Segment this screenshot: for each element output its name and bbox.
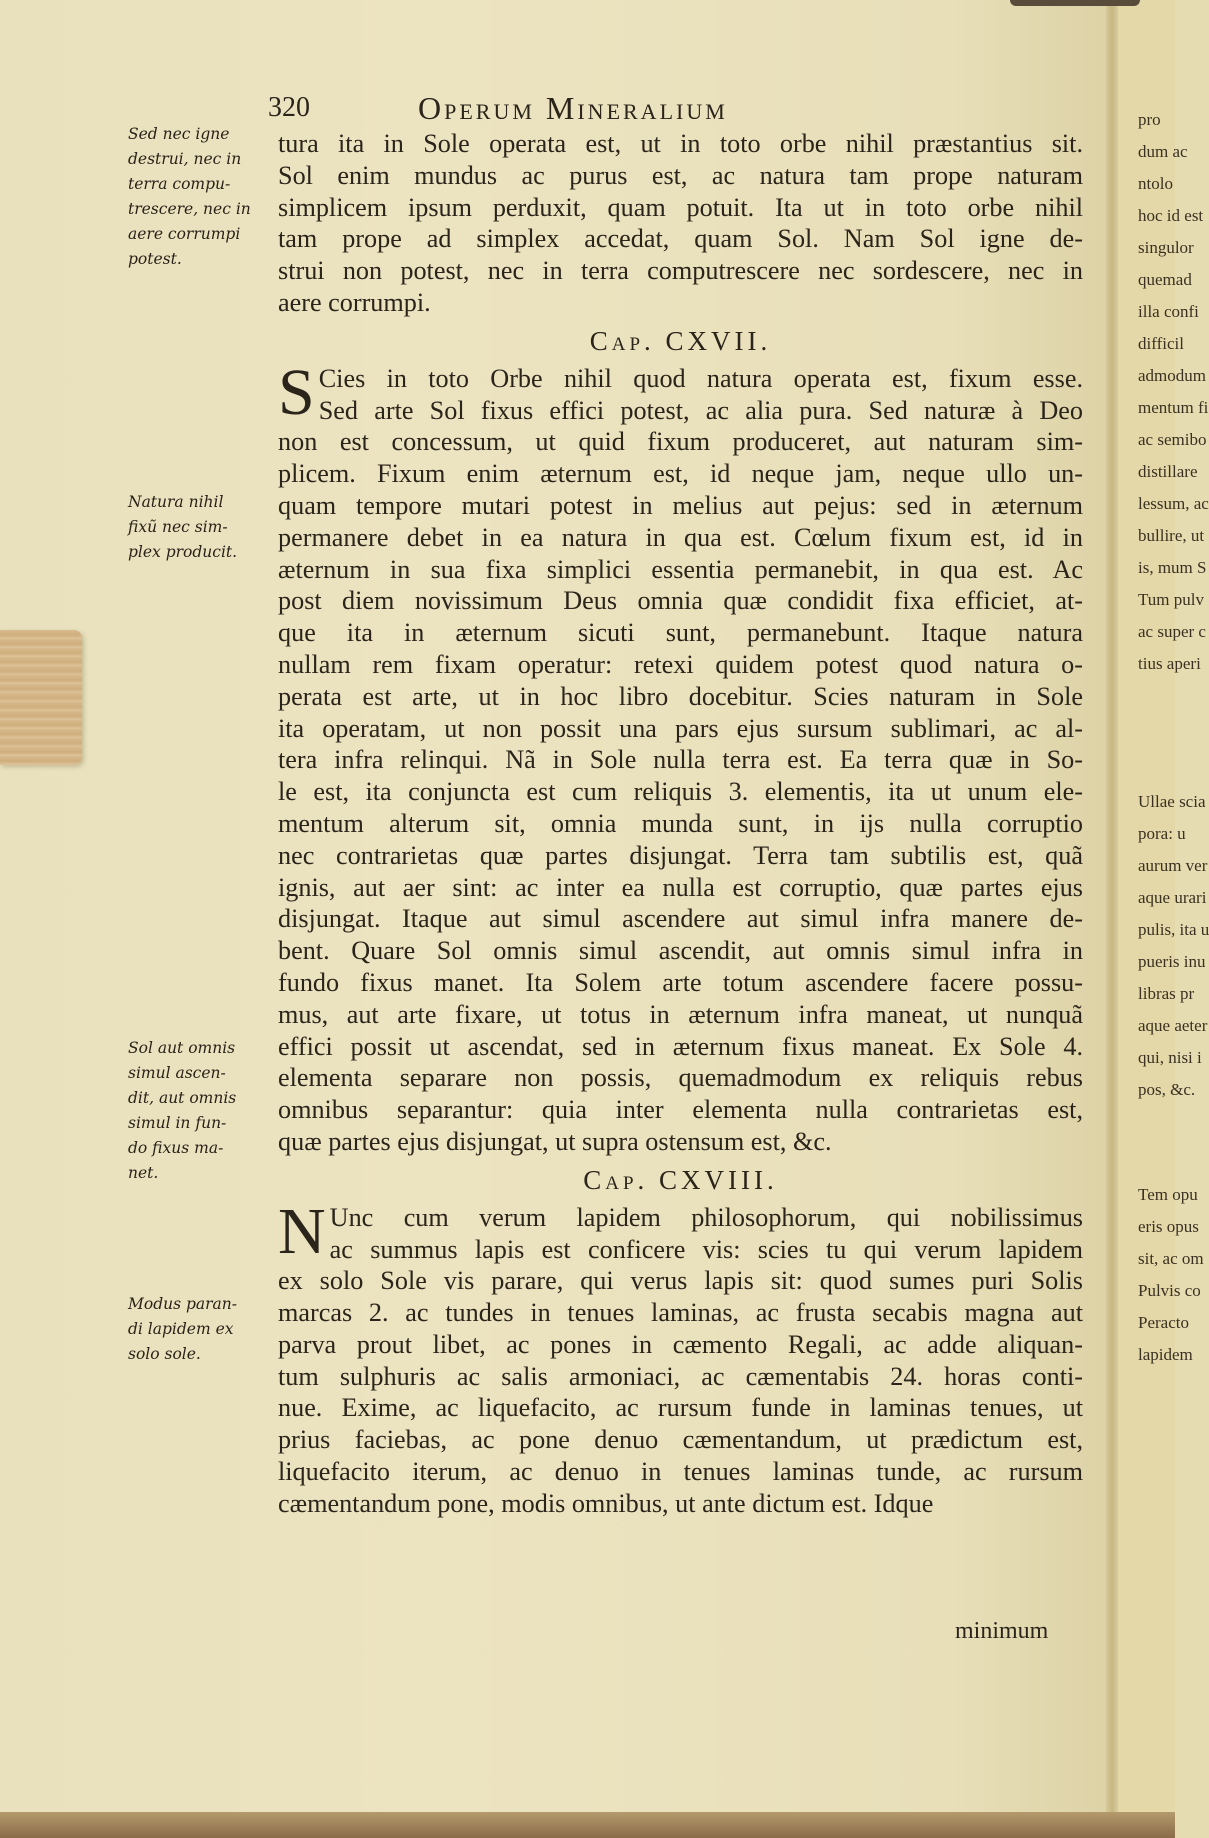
text-line: que ita in æternum sicuti sunt, permanebunt. Itaque natura	[278, 618, 1083, 648]
margin-note-line: Modus paran-	[128, 1295, 238, 1313]
margin-note-line: aere corrumpi	[128, 225, 241, 243]
cover-edge	[1010, 0, 1140, 6]
text-line: effici possit ut ascendat, sed in æternum fixus maneat. Ex Sole 4.	[278, 1031, 1083, 1061]
margin-note-line: solo sole.	[128, 1345, 201, 1363]
text-line: tera infra relinqui. Nã in Sole nulla terra est. Ea terra quæ in So-	[278, 745, 1083, 775]
facing-page-text: aque aeter	[1138, 1016, 1208, 1035]
text-line: plicem. Fixum enim æternum est, id neque jam, neque ullo un-	[278, 459, 1083, 489]
facing-page-text: illa confi	[1138, 302, 1199, 321]
facing-page-text: aque urari	[1138, 888, 1207, 907]
text-line: parva prout libet, ac pones in cæmento Regali, ac adde aliquan-	[278, 1329, 1083, 1359]
margin-note-4	[128, 1292, 278, 1367]
facing-page-text: eris opus	[1138, 1217, 1199, 1236]
facing-page-text: tius aperi	[1138, 654, 1201, 673]
text-line: Sed arte Sol fixus effici potest, ac alia pura. Sed naturæ à Deo	[318, 395, 1083, 425]
facing-page-text: quemad	[1138, 270, 1192, 289]
margin-note-line: plex producit.	[128, 543, 238, 561]
facing-page-text: aurum ver	[1138, 856, 1208, 875]
facing-page-text: pro	[1138, 110, 1161, 129]
margin-note-line: terra compu-	[128, 175, 231, 193]
text-line: Cies in toto Orbe nihil quod natura operata est, fixum esse.	[318, 363, 1083, 393]
facing-page-text: ac super c	[1138, 622, 1206, 641]
text-line: ac summus lapis est conficere vis: scies tu qui verum lapidem	[329, 1234, 1083, 1264]
facing-page-text: pulis, ita u	[1138, 920, 1209, 939]
facing-page-text: lessum, ac	[1138, 494, 1209, 513]
chapter-heading-118: Cap. CXVIII.	[583, 1164, 778, 1195]
facing-page-text: pueris inu	[1138, 952, 1206, 971]
facing-page-text: singulor	[1138, 238, 1194, 257]
text-line: bent. Quare Sol omnis simul ascendit, aut omnis simul infra in	[278, 936, 1083, 966]
text-line: elementa separare non possis, quemadmodum ex reliquis rebus	[278, 1063, 1083, 1093]
facing-page-text: admodum	[1138, 366, 1206, 385]
facing-page-edge	[1118, 0, 1209, 1838]
margin-note-line: simul in fun-	[128, 1114, 227, 1132]
text-line: non est concessum, ut quid fixum produceret, aut naturam sim-	[278, 427, 1083, 457]
facing-page-text: bullire, ut	[1138, 526, 1205, 545]
text-line: perata est arte, ut in hoc libro docebitur. Scies naturam in Sole	[278, 681, 1083, 711]
text-line: quam tempore mutari potest in melius aut pejus: sed in æternum	[278, 490, 1083, 520]
margin-note-line: Sed nec igne	[128, 125, 230, 143]
text-line: ignis, aut aer sint: ac inter ea nulla est corruptio, quæ partes ejus	[278, 872, 1083, 902]
text-line: æternum in sua fixa simplici essentia permanebit, in qua est. Ac	[278, 554, 1083, 584]
margin-note-line: trescere, nec in	[128, 200, 251, 218]
margin-note-line: destrui, nec in	[128, 150, 242, 168]
text-line: mentum alterum sit, omnia munda sunt, in ijs nulla corruptio	[278, 808, 1083, 838]
text-line: nue. Exime, ac liquefacito, ac rursum funde in laminas tenues, ut	[278, 1393, 1083, 1423]
running-title: Operum Mineralium	[418, 90, 728, 126]
facing-page-text: Pulvis co	[1138, 1281, 1201, 1300]
text-line: post diem novissimum Deus omnia quæ condidit fixa efficiet, at-	[278, 586, 1083, 616]
facing-page-text: lapidem	[1138, 1345, 1193, 1364]
text-line: marcas 2. ac tundes in tenues laminas, ac frusta secabis magna aut	[278, 1298, 1083, 1328]
dropcap: N	[278, 1194, 326, 1268]
catchword: minimum	[955, 1618, 1049, 1644]
text-line: le est, ita conjuncta est cum reliquis 3. elementis, ita ut unum ele-	[278, 777, 1083, 807]
facing-page-text: Tem opu	[1138, 1185, 1198, 1204]
margin-note-3	[128, 1036, 278, 1186]
text-line: Sol enim mundus ac purus est, ac natura tam prope naturam	[278, 160, 1083, 190]
text-line: nec contrarietas quæ partes disjungat. Terra tam subtilis est, quã	[278, 840, 1083, 870]
text-line: Unc cum verum lapidem philosophorum, qui nobilissimus	[329, 1202, 1083, 1232]
margin-note-1	[128, 122, 278, 272]
facing-page-text: pos, &c.	[1138, 1080, 1196, 1099]
facing-page-text: Ullae scia	[1138, 792, 1206, 811]
margin-note-line: simul ascen-	[128, 1064, 226, 1082]
text-line: cæmentandum pone, modis omnibus, ut ante dictum est. Idque	[278, 1488, 934, 1518]
chapter-118-paragraph	[278, 1194, 1083, 1520]
margin-note-line: fixũ nec sim-	[128, 518, 228, 536]
facing-page-text: sit, ac om	[1138, 1249, 1204, 1268]
margin-note-line: Sol aut omnis	[128, 1039, 236, 1057]
text-line: ita operatam, ut non possit una pars ejus sursum sublimari, ac al-	[278, 713, 1083, 743]
margin-note-line: potest.	[128, 250, 182, 268]
facing-page-text: libras pr	[1138, 984, 1195, 1003]
text-line: fundo fixus manet. Ita Solem arte totum ascendere facere possu-	[278, 967, 1083, 997]
paper-bookmark-tab	[0, 630, 82, 765]
margin-note-line: dit, aut omnis	[128, 1089, 237, 1107]
facing-page-text: distillare	[1138, 462, 1198, 481]
facing-page-text: pora: u	[1138, 824, 1186, 843]
table-surface	[0, 1812, 1175, 1838]
facing-page-text: ntolo	[1138, 174, 1173, 193]
page-number: 320	[268, 92, 310, 123]
facing-page-text: difficil	[1138, 334, 1184, 353]
margin-note-line: Natura nihil	[128, 493, 224, 511]
text-line: disjungat. Itaque aut simul ascendere aut simul infra manere de-	[278, 904, 1083, 934]
text-line: strui non potest, nec in terra computrescere nec sordescere, nec in	[278, 256, 1083, 286]
facing-page-text: Tum pulv	[1138, 590, 1204, 609]
text-line: nullam rem fixam operatur: retexi quidem potest quod natura o-	[278, 649, 1083, 679]
facing-page-text: qui, nisi i	[1138, 1048, 1202, 1067]
margin-note-line: net.	[128, 1164, 159, 1182]
margin-note-line: di lapidem ex	[128, 1320, 234, 1338]
text-line: mus, aut arte fixare, ut totus in æternum infra maneat, ut nunquã	[278, 999, 1083, 1029]
facing-page-text: dum ac	[1138, 142, 1188, 161]
facing-page-text: ac semibo	[1138, 430, 1207, 449]
margin-note-line: do fixus ma-	[128, 1139, 224, 1157]
body-text	[278, 128, 1083, 1520]
text-line: omnibus separantur: quia inter elementa nulla contrarietas est,	[278, 1095, 1083, 1125]
text-line: liquefacito iterum, ac denuo in tenues laminas tunde, ac rursum	[278, 1457, 1083, 1487]
text-line: permanere debet in ea natura in qua est. Cœlum fixum est, id in	[278, 522, 1083, 552]
text-line: aere corrumpi.	[278, 287, 431, 317]
facing-page-text: hoc id est	[1138, 206, 1204, 225]
margin-note-2	[128, 490, 278, 565]
chapter-heading-117: Cap. CXVII.	[589, 325, 772, 356]
text-line: tum sulphuris ac salis armoniaci, ac cæmentabis 24. horas conti-	[278, 1361, 1083, 1391]
text-line: tura ita in Sole operata est, ut in toto orbe nihil præstantius sit.	[278, 129, 1083, 158]
facing-page-text: Peracto	[1138, 1313, 1189, 1332]
facing-page-text: mentum fi	[1138, 398, 1209, 417]
text-line: prius faciebas, ac pone denuo cæmentandum, ut prædictum est,	[278, 1425, 1083, 1455]
text-line: tam prope ad simplex accedat, quam Sol. Nam Sol igne de-	[278, 224, 1083, 254]
text-line: ex solo Sole vis parare, qui verus lapis sit: quod sumes puri Solis	[278, 1266, 1083, 1296]
dropcap: S	[278, 355, 315, 429]
facing-page-text: is, mum S	[1138, 558, 1207, 577]
page-header	[268, 92, 928, 128]
chapter-117-paragraph	[278, 355, 1083, 1158]
text-line: quæ partes ejus disjungat, ut supra ostensum est, &c.	[278, 1126, 832, 1156]
text-line: simplicem ipsum perduxit, quam potuit. Ita ut in toto orbe nihil	[278, 192, 1083, 222]
opening-paragraph	[278, 128, 1083, 319]
book-gutter	[1106, 0, 1118, 1838]
